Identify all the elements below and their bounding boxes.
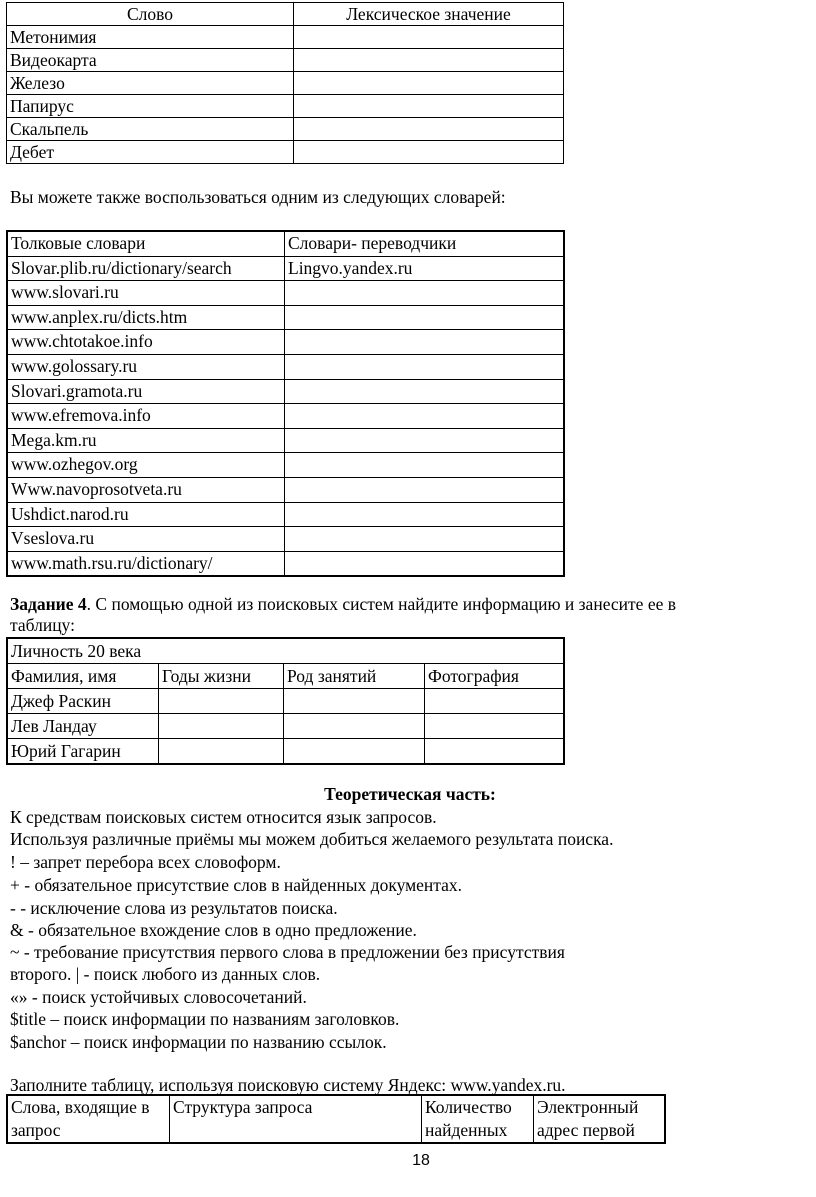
dictionaries-intro: Вы можете также воспользоваться одним из следующих словарей: [10,187,506,207]
table-header-row [7,1095,665,1143]
table-row [7,714,564,739]
task4-line1 [10,593,676,615]
table-row [7,551,564,576]
empty-cell [294,141,564,164]
dictionary-link: Vseslova.ru [7,527,285,552]
theory-line: $title – поиск информации по названиям заголовков. [10,1009,400,1029]
empty-cell [425,689,565,714]
header-cell: Словари- переводчики [285,231,565,256]
empty-cell [285,428,565,453]
empty-cell [285,404,565,429]
table-row [7,502,564,527]
word-cell: Железо [7,72,294,95]
empty-cell [294,95,564,118]
empty-cell [285,330,565,355]
dictionary-link: Ushdict.narod.ru [7,502,285,527]
page-number: 18 [412,1152,430,1169]
empty-cell [294,26,564,49]
header-cell: Род занятий [284,664,425,689]
header-cell: Слова, входящие в запрос [7,1095,170,1143]
theory-line: & - обязательное вхождение слов в одно предложение. [10,920,417,940]
table-row [7,26,564,49]
dictionary-link: Www.navoprosotveta.ru [7,477,285,502]
table-row [7,428,564,453]
header-cell: Лексическое значение [294,3,564,26]
empty-cell [285,502,565,527]
person-cell: Юрий Гагарин [7,739,159,765]
query-table [6,1094,666,1144]
dictionary-link: www.anplex.ru/dicts.htm [7,305,285,330]
table-row [7,379,564,404]
table-row [7,739,564,765]
table-row [7,527,564,552]
dictionary-link: Mega.km.ru [7,428,285,453]
table-row [7,141,564,164]
table-row [7,354,564,379]
empty-cell [285,477,565,502]
theory-line: ~ - требование присутствия первого слова в предложении без присутствия [10,942,565,962]
table-caption: Личность 20 века [7,638,564,664]
empty-cell [284,739,425,765]
empty-cell [425,739,565,765]
theory-line: - - исключение слова из результатов поиска. [10,898,338,918]
empty-cell [285,281,565,306]
empty-cell [284,689,425,714]
header-cell: Годы жизни [159,664,284,689]
theory-line: К средствам поисковых систем относится язык запросов. [10,807,437,827]
table-row [7,95,564,118]
empty-cell [285,354,565,379]
word-cell: Скальпель [7,118,294,141]
header-cell: Структура запроса [170,1095,422,1143]
dictionary-link: Slovari.gramota.ru [7,379,285,404]
empty-cell [159,689,284,714]
table-caption-row [7,638,564,664]
dictionary-link: www.math.rsu.ru/dictionary/ [7,551,285,576]
empty-cell [284,714,425,739]
dictionaries-table [6,230,565,577]
table-row [7,118,564,141]
word-cell: Метонимия [7,26,294,49]
table-header-row [7,664,564,689]
yandex-intro: Заполните таблицу, используя поисковую систему Яндекс: www.yandex.ru. [10,1075,566,1095]
empty-cell [159,714,284,739]
task4-label: Задание 4 [10,594,87,614]
dictionary-link: www.chtotakoe.info [7,330,285,355]
word-cell: Дебет [7,141,294,164]
word-cell: Видеокарта [7,49,294,72]
table-row [7,453,564,478]
header-cell: Количество найденных [422,1095,534,1143]
empty-cell [294,49,564,72]
empty-cell [159,739,284,765]
table-row [7,477,564,502]
theory-line: «» - поиск устойчивых словосочетаний. [10,987,307,1007]
task4-line2: таблицу: [10,615,75,635]
person-cell: Лев Ландау [7,714,159,739]
translator-link: Lingvo.yandex.ru [285,256,565,281]
dictionary-link: www.slovari.ru [7,281,285,306]
dictionary-link: www.golossary.ru [7,354,285,379]
person-cell: Джеф Раскин [7,689,159,714]
table-row [7,689,564,714]
empty-cell [285,551,565,576]
header-cell: Фотография [425,664,565,689]
empty-cell [285,527,565,552]
empty-cell [285,379,565,404]
dictionary-link: www.ozhegov.org [7,453,285,478]
table-row [7,305,564,330]
theory-title: Теоретическая часть: [324,784,496,804]
table-row [7,256,564,281]
theory-line: + - обязательное присутствие слов в найденных документах. [10,875,463,895]
header-cell: Слово [7,3,294,26]
task4-text: . С помощью одной из поисковых систем найдите информацию и занесите ее в [86,594,676,614]
empty-cell [425,714,565,739]
theory-line: $anchor – поиск информации по названию ссылок. [10,1032,387,1052]
table-header-row [7,231,564,256]
words-table [6,2,564,164]
table-header-row [7,3,564,26]
header-cell: Толковые словари [7,231,285,256]
empty-cell [285,453,565,478]
persons-table [6,637,565,765]
table-row [7,281,564,306]
empty-cell [294,118,564,141]
word-cell: Папирус [7,95,294,118]
header-cell: Фамилия, имя [7,664,159,689]
theory-line: второго. | - поиск любого из данных слов. [10,964,321,984]
empty-cell [285,305,565,330]
header-cell: Электронный адрес первой [534,1095,666,1143]
table-row [7,49,564,72]
theory-line: ! – запрет перебора всех словоформ. [10,852,281,872]
empty-cell [294,72,564,95]
table-row [7,330,564,355]
theory-line: Используя различные приёмы мы можем добиться желаемого результата поиска. [10,829,614,849]
table-row [7,404,564,429]
dictionary-link: Slovar.plib.ru/dictionary/search [7,256,285,281]
table-row [7,72,564,95]
dictionary-link: www.efremova.info [7,404,285,429]
